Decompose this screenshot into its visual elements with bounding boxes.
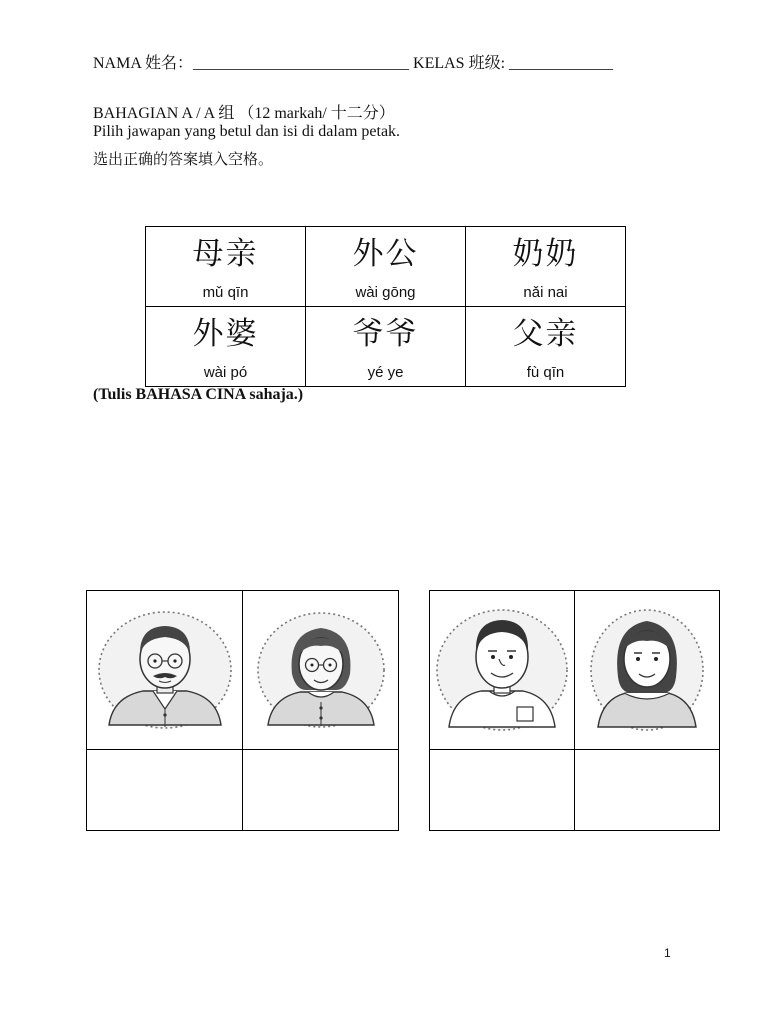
- grandfather-glasses-portrait: [95, 609, 235, 731]
- name-label: NAMA 姓名：___________________________: [93, 55, 410, 72]
- header-line: [93, 50, 613, 73]
- word-cell: [466, 307, 626, 387]
- word-hanzi: 父亲: [512, 316, 579, 352]
- word-cell: [146, 227, 306, 307]
- answer-box[interactable]: [575, 750, 720, 831]
- instruction-chinese: 选出正确的答案填入空格。: [93, 150, 274, 168]
- picture-cell: [575, 591, 720, 750]
- word-pinyin: fù qīn: [526, 364, 565, 381]
- picture-table-right: [429, 590, 720, 831]
- picture-cell: [430, 591, 575, 750]
- page-number: 1: [664, 946, 671, 960]
- word-hanzi: 母亲: [192, 236, 259, 272]
- answer-box[interactable]: [430, 750, 575, 831]
- instruction-malay: Pilih jawapan yang betul dan isi di dalam petak.: [93, 123, 401, 140]
- mother-portrait: [588, 607, 706, 733]
- word-hanzi: 奶奶: [512, 236, 579, 272]
- word-cell: [146, 307, 306, 387]
- word-pinyin: nǎi nai: [523, 284, 568, 301]
- word-pinyin: wài gōng: [355, 284, 416, 301]
- word-hanzi: 爷爷: [352, 316, 419, 352]
- picture-cell: [87, 591, 243, 750]
- picture-cell: [243, 591, 399, 750]
- section-title: BAHAGIAN A / A 组 （12 markah/ 十二分）: [93, 105, 395, 122]
- word-pinyin: yé ye: [367, 364, 404, 381]
- word-cell: [306, 307, 466, 387]
- word-hanzi: 外婆: [192, 316, 259, 352]
- grandmother-glasses-portrait: [254, 610, 388, 730]
- father-portrait: [433, 607, 571, 733]
- class-label: KELAS 班级: _____________: [413, 55, 614, 72]
- word-cell: [466, 227, 626, 307]
- answer-box[interactable]: [243, 750, 399, 831]
- word-cell: [306, 227, 466, 307]
- word-bank-table: [145, 226, 626, 387]
- word-hanzi: 外公: [352, 236, 419, 272]
- instruction-note: (Tulis BAHASA CINA sahaja.): [93, 386, 304, 403]
- answer-box[interactable]: [87, 750, 243, 831]
- picture-table-left: [86, 590, 399, 831]
- word-pinyin: mǔ qīn: [202, 284, 249, 301]
- word-pinyin: wài pó: [203, 364, 248, 381]
